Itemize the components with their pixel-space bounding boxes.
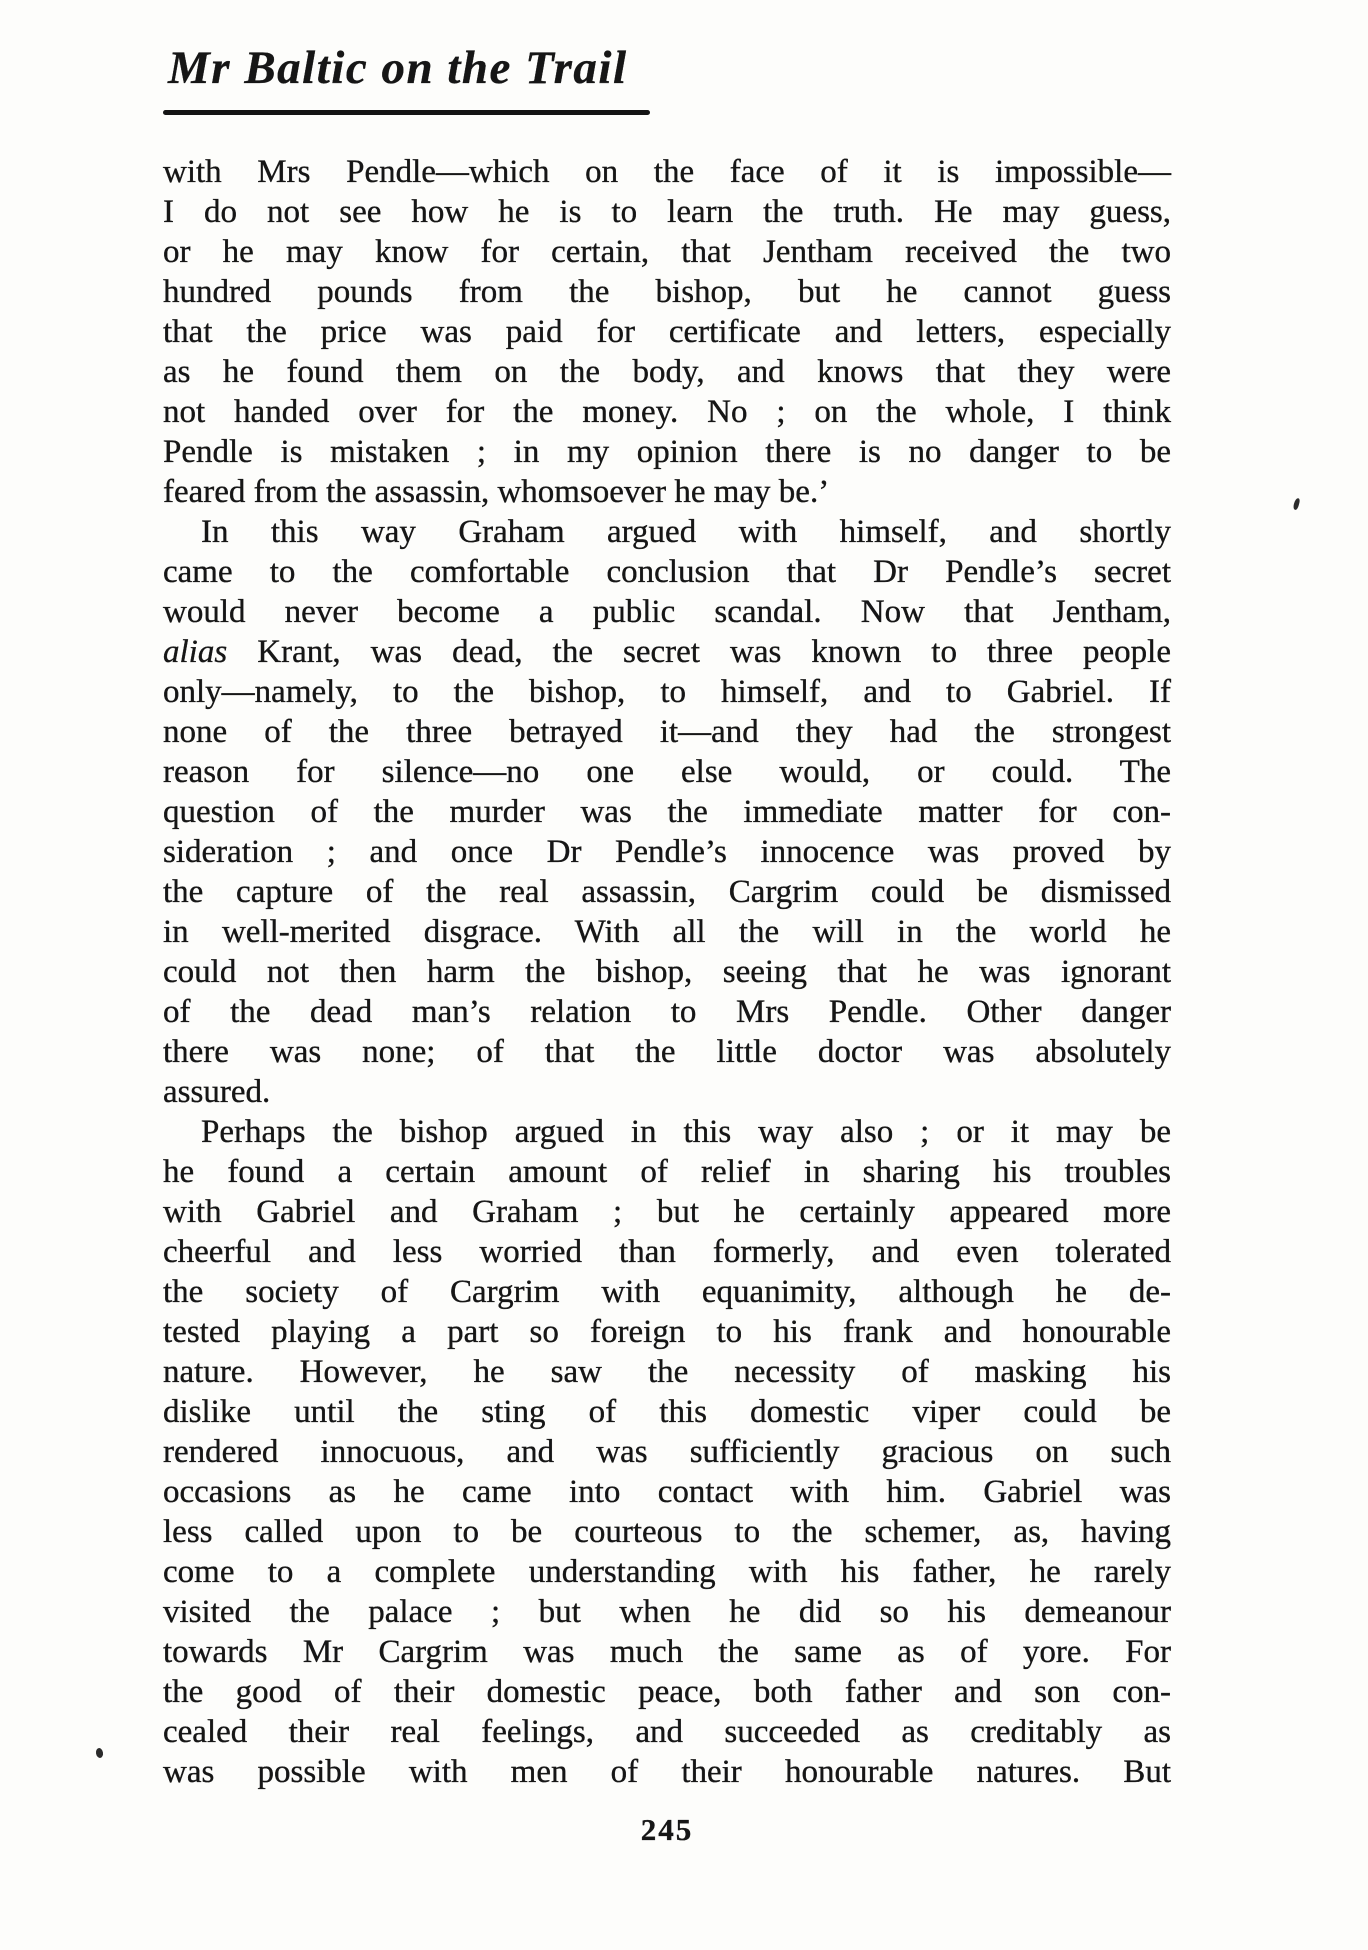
scan-artifact	[95, 1747, 104, 1758]
text-line: I do not see how he is to learn the truth. He may guess,	[163, 194, 1171, 230]
text-line: come to a complete understanding with his father, he rarely	[163, 1554, 1171, 1590]
text-line: as he found them on the body, and knows that they were	[163, 354, 1171, 390]
text-line: the capture of the real assassin, Cargrim could be dismissed	[163, 874, 1171, 910]
text-line: feared from the assassin, whomsoever he may be.’	[163, 474, 830, 510]
text-line: was possible with men of their honourable natures. But	[163, 1754, 1171, 1790]
text-line: occasions as he came into contact with him. Gabriel was	[163, 1474, 1171, 1510]
italic-word: alias	[163, 634, 228, 670]
text-line: with Mrs Pendle—which on the face of it is impossible—	[163, 154, 1171, 190]
text-line: could not then harm the bishop, seeing that he was ignorant	[163, 954, 1171, 990]
text-line: assured.	[163, 1074, 271, 1110]
text-line-rest: Krant, was dead, the secret was known to three people	[227, 634, 1171, 670]
text-line: towards Mr Cargrim was much the same as of yore. For	[163, 1634, 1171, 1670]
text-line: hundred pounds from the bishop, but he cannot guess	[163, 274, 1171, 310]
text-line: sideration ; and once Dr Pendle’s innocence was proved by	[163, 834, 1171, 870]
text-line: would never become a public scandal. Now that Jentham,	[163, 594, 1171, 630]
text-line: none of the three betrayed it—and they had the strongest	[163, 714, 1171, 750]
text-line: in well-merited disgrace. With all the will in the world he	[163, 914, 1171, 950]
text-line: tested playing a part so foreign to his frank and honourable	[163, 1314, 1171, 1350]
text-line: with Gabriel and Graham ; but he certainly appeared more	[163, 1194, 1171, 1230]
text-line: cheerful and less worried than formerly, and even tolerated	[163, 1234, 1171, 1270]
text-line: cealed their real feelings, and succeeded as creditably as	[163, 1714, 1171, 1750]
text-line: nature. However, he saw the necessity of masking his	[163, 1354, 1171, 1390]
text-line: of the dead man’s relation to Mrs Pendle. Other danger	[163, 994, 1171, 1030]
text-line: Pendle is mistaken ; in my opinion there is no danger to be	[163, 434, 1171, 470]
text-line: less called upon to be courteous to the schemer, as, having	[163, 1514, 1171, 1550]
page-number: 245	[640, 1812, 694, 1847]
text-line: dislike until the sting of this domestic viper could be	[163, 1394, 1171, 1430]
text-line: rendered innocuous, and was sufficiently gracious on such	[163, 1434, 1171, 1470]
scan-artifact	[1293, 498, 1301, 511]
text-line: or he may know for certain, that Jentham received the two	[163, 234, 1171, 270]
text-line: only—namely, to the bishop, to himself, and to Gabriel. If	[163, 674, 1171, 710]
body-text	[163, 152, 1171, 1792]
text-line: visited the palace ; but when he did so his demeanour	[163, 1594, 1171, 1630]
text-line: the good of their domestic peace, both father and son con-	[163, 1674, 1171, 1710]
text-line: the society of Cargrim with equanimity, although he de-	[163, 1274, 1171, 1310]
header-rule	[163, 110, 650, 115]
text-line: came to the comfortable conclusion that Dr Pendle’s secret	[163, 554, 1171, 590]
text-line: reason for silence—no one else would, or could. The	[163, 754, 1171, 790]
text-line: there was none; of that the little doctor was absolutely	[163, 1034, 1171, 1070]
text-line: In this way Graham argued with himself, and shortly	[201, 514, 1171, 550]
text-line: Perhaps the bishop argued in this way also ; or it may be	[201, 1114, 1171, 1150]
text-line: question of the murder was the immediate matter for con-	[163, 794, 1171, 830]
text-line	[163, 632, 1171, 672]
text-line: that the price was paid for certificate and letters, especially	[163, 314, 1171, 350]
running-header-title: Mr Baltic on the Trail	[168, 42, 628, 94]
text-line: he found a certain amount of relief in sharing his troubles	[163, 1154, 1171, 1190]
text-line: not handed over for the money. No ; on the whole, I think	[163, 394, 1171, 430]
